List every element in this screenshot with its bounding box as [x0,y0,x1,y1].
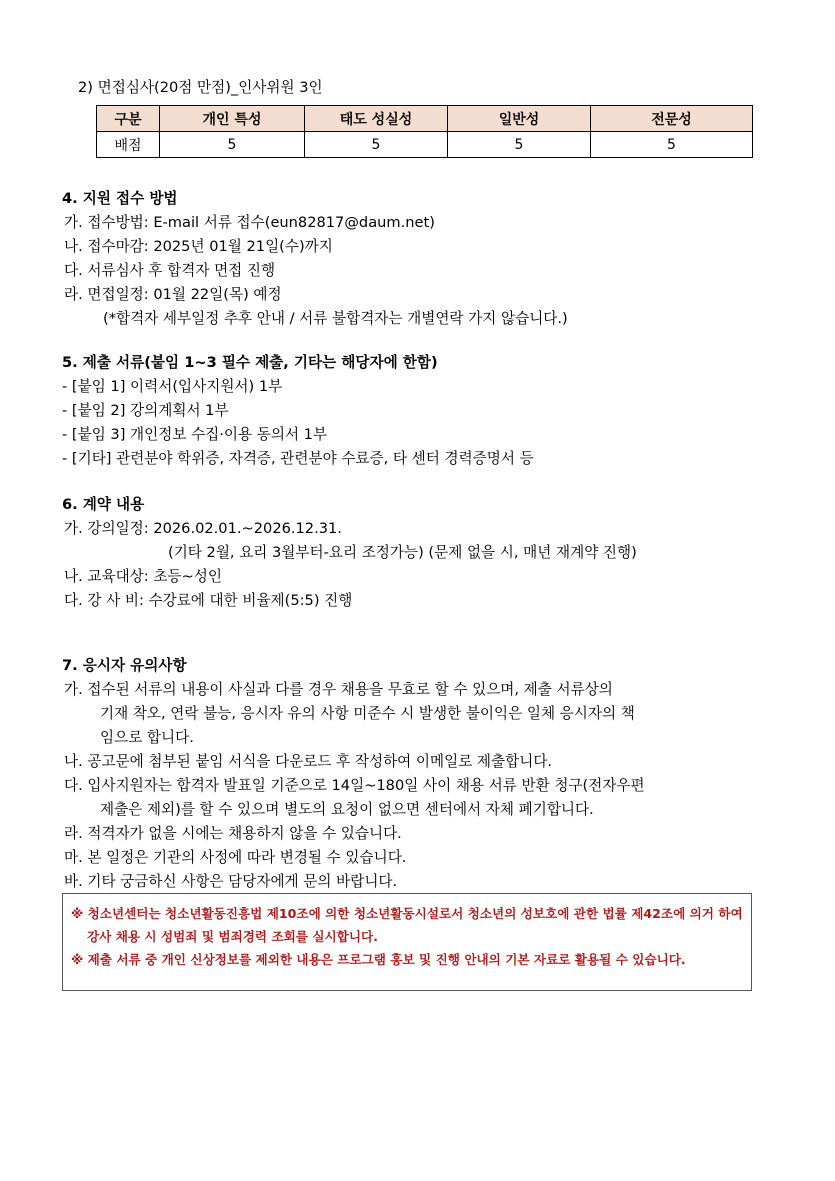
list-item: - [붙임 3] 개인정보 수집·이용 동의서 1부 [62,426,328,443]
list-item: 마. 본 일정은 기관의 사정에 따라 변경될 수 있습니다. [64,849,407,866]
list-item: (기타 2월, 요리 3월부터-요리 조정가능) (문제 없을 시, 매년 재계약 진행) [168,544,637,561]
table-cell: 5 [305,132,448,158]
list-item: 가. 강의일정: 2026.02.01.~2026.12.31. [64,520,342,537]
table-cell: 5 [160,132,305,158]
table-cell: 5 [448,132,591,158]
list-item: - [기타] 관련분야 학위증, 자격증, 관련분야 수료증, 타 센터 경력증명서 등 [62,450,534,467]
list-item: 다. 강 사 비: 수강료에 대한 비율제(5:5) 진행 [64,592,353,609]
notice-item: ※ 제출 서류 중 개인 신상정보를 제외한 내용은 프로그램 홍보 및 진행 안내의 기본 자료로 활용될 수 있습니다. [71,952,686,967]
table-header-cell: 구분 [97,106,160,132]
table-header-cell: 개인 특성 [160,106,305,132]
table-header-row [97,106,753,132]
table-cell: 5 [591,132,753,158]
list-item: 다. 서류심사 후 합격자 면접 진행 [64,262,276,279]
list-item: 가. 접수된 서류의 내용이 사실과 다를 경우 채용을 무효로 할 수 있으며, 제출 서류상의 [64,681,613,698]
list-item: 가. 접수방법: E-mail 서류 접수(eun82817@daum.net) [64,214,435,231]
list-item: 라. 면접일정: 01월 22일(목) 예정 [64,286,282,303]
table-header-cell: 전문성 [591,106,753,132]
notice-item: ※ 청소년센터는 청소년활동진흥법 제10조에 의한 청소년활동시설로서 청소년의 성보호에 관한 법률 제42조에 의거 하여 강사 채용 시 성범죄 및 범죄경력 조회를 실시합니다. [71,906,743,944]
interview-score-table [96,105,753,158]
list-item: 기재 착오, 연락 불능, 응시자 유의 사항 미준수 시 발생한 불이익은 일체 응시자의 책 [100,705,635,722]
list-item: 바. 기타 궁금하신 사항은 담당자에게 문의 바랍니다. [64,873,398,890]
table-header-cell: 일반성 [448,106,591,132]
table-cell: 배점 [97,132,160,158]
list-item: 라. 적격자가 없을 시에는 채용하지 않을 수 있습니다. [64,825,402,842]
section-7-title: 7. 응시자 유의사항 [62,657,187,674]
interview-heading: 2) 면접심사(20점 만점)_인사위원 3인 [78,79,323,96]
list-item: 제출은 제외)를 할 수 있으며 별도의 요청이 없으면 센터에서 자체 폐기합니다. [100,801,594,818]
list-item: (*합격자 세부일정 추후 안내 / 서류 불합격자는 개별연락 가지 않습니다.) [103,310,568,327]
list-item: 다. 입사지원자는 합격자 발표일 기준으로 14일~180일 사이 채용 서류 반환 청구(전자우편 [64,777,645,794]
list-item: 나. 공고문에 첨부된 붙임 서식을 다운로드 후 작성하여 이메일로 제출합니다. [64,753,553,770]
list-item: - [붙임 2] 강의계획서 1부 [62,402,229,419]
table-row [97,132,753,158]
table-header-cell: 태도 성실성 [305,106,448,132]
notice-box [62,893,752,991]
section-4-title: 4. 지원 접수 방법 [62,190,178,207]
list-item: 임으로 합니다. [100,729,194,746]
list-item: 나. 접수마감: 2025년 01월 21일(수)까지 [64,238,333,255]
list-item: - [붙임 1] 이력서(입사지원서) 1부 [62,378,283,395]
list-item: 나. 교육대상: 초등~성인 [64,568,222,585]
section-5-title: 5. 제출 서류(붙임 1~3 필수 제출, 기타는 해당자에 한함) [62,354,438,371]
section-6-title: 6. 계약 내용 [62,496,145,513]
